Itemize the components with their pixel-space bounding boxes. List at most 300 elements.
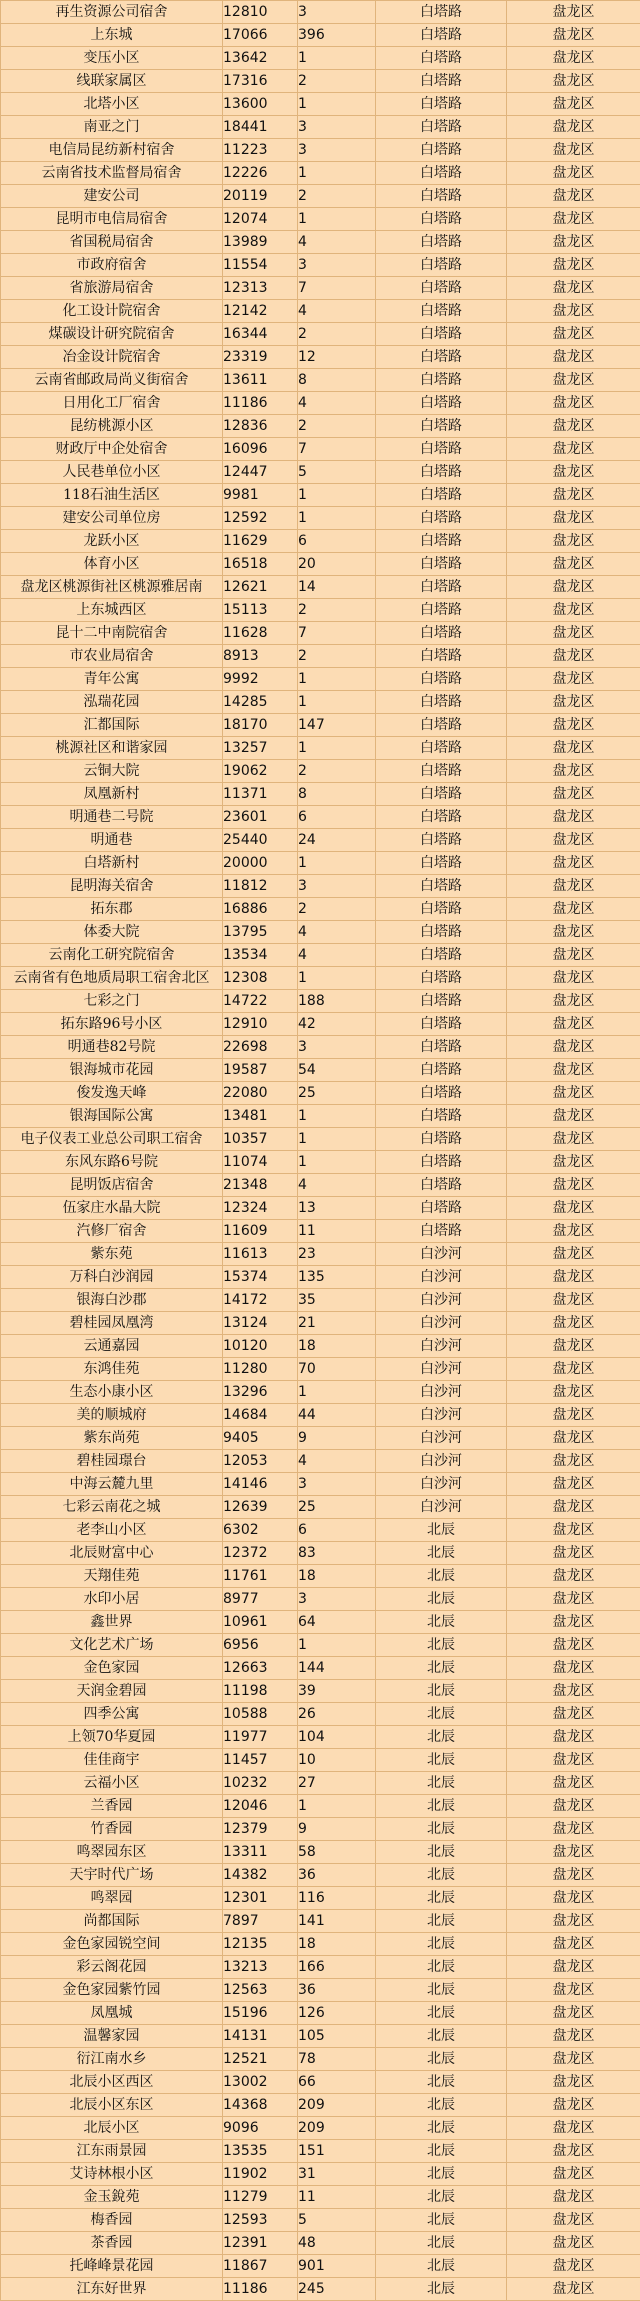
table-row	[1, 1312, 640, 1335]
unit-price-cell: 22080	[223, 1082, 298, 1105]
listing-count-cell: 116	[298, 1887, 376, 1910]
district-cell: 盘龙区	[507, 645, 640, 668]
district-cell: 盘龙区	[507, 47, 640, 70]
community-name-cell: 老李山小区	[1, 1519, 223, 1542]
street-cell: 北辰	[376, 1680, 507, 1703]
street-cell: 白塔路	[376, 691, 507, 714]
table-row	[1, 1450, 640, 1473]
table-row	[1, 2255, 640, 2278]
unit-price-cell: 11867	[223, 2255, 298, 2278]
unit-price-cell: 11279	[223, 2186, 298, 2209]
unit-price-cell: 14131	[223, 2025, 298, 2048]
street-cell: 白塔路	[376, 185, 507, 208]
table-row	[1, 2163, 640, 2186]
table-row	[1, 760, 640, 783]
listing-count-cell: 11	[298, 2186, 376, 2209]
district-cell: 盘龙区	[507, 24, 640, 47]
unit-price-cell: 20119	[223, 185, 298, 208]
district-cell: 盘龙区	[507, 875, 640, 898]
district-cell: 盘龙区	[507, 967, 640, 990]
community-name-cell: 拓东路96号小区	[1, 1013, 223, 1036]
street-cell: 白塔路	[376, 277, 507, 300]
street-cell: 白塔路	[376, 645, 507, 668]
unit-price-cell: 10357	[223, 1128, 298, 1151]
listing-count-cell: 18	[298, 1335, 376, 1358]
table-row	[1, 1059, 640, 1082]
table-row	[1, 1933, 640, 1956]
listing-count-cell: 42	[298, 1013, 376, 1036]
street-cell: 白塔路	[376, 990, 507, 1013]
table-row	[1, 1795, 640, 1818]
community-name-cell: 四季公寓	[1, 1703, 223, 1726]
street-cell: 白塔路	[376, 70, 507, 93]
community-name-cell: 上东城	[1, 24, 223, 47]
street-cell: 白塔路	[376, 438, 507, 461]
community-name-cell: 美的顺城府	[1, 1404, 223, 1427]
community-name-cell: 化工设计院宿舍	[1, 300, 223, 323]
table-row	[1, 1772, 640, 1795]
district-cell: 盘龙区	[507, 185, 640, 208]
community-name-cell: 尚都国际	[1, 1910, 223, 1933]
street-cell: 白塔路	[376, 898, 507, 921]
community-name-cell: 梅香园	[1, 2209, 223, 2232]
unit-price-cell: 11609	[223, 1220, 298, 1243]
street-cell: 白沙河	[376, 1335, 507, 1358]
listing-count-cell: 48	[298, 2232, 376, 2255]
listing-count-cell: 58	[298, 1841, 376, 1864]
unit-price-cell: 15113	[223, 599, 298, 622]
community-name-cell: 金色家园锐空间	[1, 1933, 223, 1956]
unit-price-cell: 11628	[223, 622, 298, 645]
unit-price-cell: 12391	[223, 2232, 298, 2255]
street-cell: 白塔路	[376, 1197, 507, 1220]
district-cell: 盘龙区	[507, 231, 640, 254]
street-cell: 北辰	[376, 2232, 507, 2255]
table-row	[1, 1151, 640, 1174]
district-cell: 盘龙区	[507, 93, 640, 116]
community-name-cell: 省国税局宿舍	[1, 231, 223, 254]
community-name-cell: 变压小区	[1, 47, 223, 70]
district-cell: 盘龙区	[507, 323, 640, 346]
table-row	[1, 1335, 640, 1358]
listing-count-cell: 3	[298, 1036, 376, 1059]
street-cell: 白沙河	[376, 1266, 507, 1289]
table-row	[1, 829, 640, 852]
district-cell: 盘龙区	[507, 944, 640, 967]
street-cell: 白塔路	[376, 24, 507, 47]
district-cell: 盘龙区	[507, 1220, 640, 1243]
table-row	[1, 1910, 640, 1933]
unit-price-cell: 11223	[223, 139, 298, 162]
district-cell: 盘龙区	[507, 1335, 640, 1358]
district-cell: 盘龙区	[507, 2048, 640, 2071]
street-cell: 北辰	[376, 1979, 507, 2002]
community-name-cell: 财政厅中企处宿舍	[1, 438, 223, 461]
table-row	[1, 921, 640, 944]
district-cell: 盘龙区	[507, 300, 640, 323]
table-row	[1, 438, 640, 461]
street-cell: 北辰	[376, 1818, 507, 1841]
district-cell: 盘龙区	[507, 668, 640, 691]
district-cell: 盘龙区	[507, 783, 640, 806]
unit-price-cell: 12308	[223, 967, 298, 990]
community-name-cell: 龙跃小区	[1, 530, 223, 553]
street-cell: 白塔路	[376, 116, 507, 139]
community-name-cell: 市农业局宿舍	[1, 645, 223, 668]
table-row	[1, 714, 640, 737]
listing-count-cell: 35	[298, 1289, 376, 1312]
table-row	[1, 967, 640, 990]
unit-price-cell: 12447	[223, 461, 298, 484]
street-cell: 北辰	[376, 1519, 507, 1542]
listing-count-cell: 147	[298, 714, 376, 737]
table-row	[1, 1036, 640, 1059]
district-cell: 盘龙区	[507, 70, 640, 93]
unit-price-cell: 14382	[223, 1864, 298, 1887]
listing-count-cell: 8	[298, 783, 376, 806]
district-cell: 盘龙区	[507, 576, 640, 599]
listing-count-cell: 901	[298, 2255, 376, 2278]
district-cell: 盘龙区	[507, 1036, 640, 1059]
district-cell: 盘龙区	[507, 1312, 640, 1335]
community-name-cell: 江东雨景园	[1, 2140, 223, 2163]
listing-count-cell: 25	[298, 1496, 376, 1519]
unit-price-cell: 17066	[223, 24, 298, 47]
district-cell: 盘龙区	[507, 1013, 640, 1036]
table-row	[1, 1289, 640, 1312]
community-name-cell: 托峰峰景花园	[1, 2255, 223, 2278]
street-cell: 白沙河	[376, 1404, 507, 1427]
listing-count-cell: 23	[298, 1243, 376, 1266]
community-name-cell: 昆明饭店宿舍	[1, 1174, 223, 1197]
table-row	[1, 392, 640, 415]
listing-count-cell: 4	[298, 392, 376, 415]
listing-count-cell: 5	[298, 2209, 376, 2232]
street-cell: 白塔路	[376, 1, 507, 24]
district-cell: 盘龙区	[507, 1450, 640, 1473]
listing-count-cell: 1	[298, 691, 376, 714]
table-row	[1, 415, 640, 438]
unit-price-cell: 20000	[223, 852, 298, 875]
street-cell: 白塔路	[376, 852, 507, 875]
street-cell: 白塔路	[376, 392, 507, 415]
community-name-cell: 线联家属区	[1, 70, 223, 93]
listing-count-cell: 4	[298, 1450, 376, 1473]
district-cell: 盘龙区	[507, 1979, 640, 2002]
community-name-cell: 盘龙区桃源街社区桃源雅居南	[1, 576, 223, 599]
unit-price-cell: 22698	[223, 1036, 298, 1059]
district-cell: 盘龙区	[507, 415, 640, 438]
street-cell: 北辰	[376, 1956, 507, 1979]
table-row	[1, 1174, 640, 1197]
table-row	[1, 737, 640, 760]
street-cell: 白塔路	[376, 967, 507, 990]
table-row	[1, 2232, 640, 2255]
listing-count-cell: 166	[298, 1956, 376, 1979]
unit-price-cell: 13213	[223, 1956, 298, 1979]
unit-price-cell: 9992	[223, 668, 298, 691]
unit-price-cell: 14368	[223, 2094, 298, 2117]
listing-count-cell: 1	[298, 484, 376, 507]
table-row	[1, 93, 640, 116]
community-name-cell: 日用化工厂宿舍	[1, 392, 223, 415]
table-row	[1, 1427, 640, 1450]
street-cell: 白沙河	[376, 1381, 507, 1404]
listing-count-cell: 144	[298, 1657, 376, 1680]
unit-price-cell: 13311	[223, 1841, 298, 1864]
table-row	[1, 553, 640, 576]
listing-count-cell: 1	[298, 1128, 376, 1151]
street-cell: 白塔路	[376, 553, 507, 576]
listing-count-cell: 209	[298, 2117, 376, 2140]
district-cell: 盘龙区	[507, 553, 640, 576]
district-cell: 盘龙区	[507, 2025, 640, 2048]
street-cell: 白沙河	[376, 1473, 507, 1496]
community-name-cell: 碧桂园凤凰湾	[1, 1312, 223, 1335]
community-name-cell: 北辰财富中心	[1, 1542, 223, 1565]
listing-count-cell: 18	[298, 1933, 376, 1956]
street-cell: 白塔路	[376, 208, 507, 231]
community-name-cell: 七彩云南花之城	[1, 1496, 223, 1519]
unit-price-cell: 13534	[223, 944, 298, 967]
unit-price-cell: 14722	[223, 990, 298, 1013]
community-name-cell: 昆明市电信局宿舍	[1, 208, 223, 231]
district-cell: 盘龙区	[507, 1956, 640, 1979]
listing-count-cell: 25	[298, 1082, 376, 1105]
community-name-cell: 建安公司	[1, 185, 223, 208]
unit-price-cell: 19587	[223, 1059, 298, 1082]
listing-count-cell: 2	[298, 185, 376, 208]
street-cell: 北辰	[376, 1611, 507, 1634]
unit-price-cell: 12563	[223, 1979, 298, 2002]
district-cell: 盘龙区	[507, 484, 640, 507]
district-cell: 盘龙区	[507, 507, 640, 530]
street-cell: 白塔路	[376, 1105, 507, 1128]
district-cell: 盘龙区	[507, 1427, 640, 1450]
listing-count-cell: 8	[298, 369, 376, 392]
community-name-cell: 紫东苑	[1, 1243, 223, 1266]
street-cell: 白塔路	[376, 599, 507, 622]
unit-price-cell: 12836	[223, 415, 298, 438]
unit-price-cell: 12226	[223, 162, 298, 185]
community-name-cell: 云南省有色地质局职工宿舍北区	[1, 967, 223, 990]
listing-count-cell: 141	[298, 1910, 376, 1933]
street-cell: 白沙河	[376, 1312, 507, 1335]
listing-count-cell: 126	[298, 2002, 376, 2025]
unit-price-cell: 11977	[223, 1726, 298, 1749]
table-row	[1, 116, 640, 139]
listing-count-cell: 7	[298, 622, 376, 645]
table-row	[1, 1680, 640, 1703]
unit-price-cell: 12663	[223, 1657, 298, 1680]
district-cell: 盘龙区	[507, 1059, 640, 1082]
district-cell: 盘龙区	[507, 1795, 640, 1818]
street-cell: 北辰	[376, 1933, 507, 1956]
community-name-cell: 云铜大院	[1, 760, 223, 783]
table-row	[1, 530, 640, 553]
unit-price-cell: 13257	[223, 737, 298, 760]
unit-price-cell: 12142	[223, 300, 298, 323]
listing-count-cell: 1	[298, 1381, 376, 1404]
district-cell: 盘龙区	[507, 2163, 640, 2186]
district-cell: 盘龙区	[507, 1082, 640, 1105]
listing-count-cell: 209	[298, 2094, 376, 2117]
unit-price-cell: 12046	[223, 1795, 298, 1818]
listing-count-cell: 4	[298, 231, 376, 254]
listing-count-cell: 3	[298, 116, 376, 139]
listing-count-cell: 9	[298, 1818, 376, 1841]
district-cell: 盘龙区	[507, 392, 640, 415]
unit-price-cell: 16518	[223, 553, 298, 576]
table-row	[1, 1197, 640, 1220]
listing-count-cell: 1	[298, 507, 376, 530]
unit-price-cell: 25440	[223, 829, 298, 852]
community-name-cell: 天宇时代广场	[1, 1864, 223, 1887]
district-cell: 盘龙区	[507, 1680, 640, 1703]
street-cell: 北辰	[376, 1864, 507, 1887]
district-cell: 盘龙区	[507, 2071, 640, 2094]
district-cell: 盘龙区	[507, 346, 640, 369]
community-name-cell: 水印小居	[1, 1588, 223, 1611]
table-row	[1, 254, 640, 277]
table-row	[1, 898, 640, 921]
community-name-cell: 明通巷	[1, 829, 223, 852]
listing-count-cell: 1	[298, 162, 376, 185]
table-row	[1, 2071, 640, 2094]
unit-price-cell: 6302	[223, 1519, 298, 1542]
district-cell: 盘龙区	[507, 1703, 640, 1726]
street-cell: 白沙河	[376, 1289, 507, 1312]
unit-price-cell: 13611	[223, 369, 298, 392]
listing-count-cell: 1	[298, 47, 376, 70]
district-cell: 盘龙区	[507, 1151, 640, 1174]
street-cell: 北辰	[376, 2209, 507, 2232]
district-cell: 盘龙区	[507, 691, 640, 714]
listing-count-cell: 104	[298, 1726, 376, 1749]
community-name-cell: 人民巷单位小区	[1, 461, 223, 484]
street-cell: 北辰	[376, 1657, 507, 1680]
district-cell: 盘龙区	[507, 2209, 640, 2232]
listing-count-cell: 70	[298, 1358, 376, 1381]
district-cell: 盘龙区	[507, 277, 640, 300]
unit-price-cell: 17316	[223, 70, 298, 93]
table-row	[1, 1266, 640, 1289]
table-row	[1, 231, 640, 254]
table-row	[1, 1749, 640, 1772]
community-name-cell: 建安公司单位房	[1, 507, 223, 530]
street-cell: 北辰	[376, 1749, 507, 1772]
unit-price-cell: 13481	[223, 1105, 298, 1128]
unit-price-cell: 9096	[223, 2117, 298, 2140]
street-cell: 白塔路	[376, 737, 507, 760]
street-cell: 北辰	[376, 1565, 507, 1588]
street-cell: 北辰	[376, 2140, 507, 2163]
table-row	[1, 599, 640, 622]
street-cell: 白塔路	[376, 921, 507, 944]
district-cell: 盘龙区	[507, 829, 640, 852]
listing-count-cell: 245	[298, 2278, 376, 2301]
district-cell: 盘龙区	[507, 2002, 640, 2025]
community-name-cell: 鸣翠园东区	[1, 1841, 223, 1864]
unit-price-cell: 11613	[223, 1243, 298, 1266]
listing-count-cell: 13	[298, 1197, 376, 1220]
listing-count-cell: 1	[298, 668, 376, 691]
listing-count-cell: 3	[298, 254, 376, 277]
unit-price-cell: 16344	[223, 323, 298, 346]
table-row	[1, 783, 640, 806]
listing-count-cell: 2	[298, 760, 376, 783]
district-cell: 盘龙区	[507, 162, 640, 185]
unit-price-cell: 14285	[223, 691, 298, 714]
table-row	[1, 576, 640, 599]
street-cell: 白塔路	[376, 875, 507, 898]
unit-price-cell: 7897	[223, 1910, 298, 1933]
listing-count-cell: 1	[298, 208, 376, 231]
community-name-cell: 体育小区	[1, 553, 223, 576]
table-row	[1, 1726, 640, 1749]
street-cell: 白塔路	[376, 944, 507, 967]
table-body	[1, 1, 640, 2301]
table-row	[1, 2025, 640, 2048]
listing-count-cell: 3	[298, 1473, 376, 1496]
listing-count-cell: 54	[298, 1059, 376, 1082]
table-row	[1, 1956, 640, 1979]
listing-count-cell: 11	[298, 1220, 376, 1243]
street-cell: 白塔路	[376, 1151, 507, 1174]
unit-price-cell: 18441	[223, 116, 298, 139]
community-name-cell: 云南省技术监督局宿舍	[1, 162, 223, 185]
table-row	[1, 2094, 640, 2117]
street-cell: 北辰	[376, 2186, 507, 2209]
district-cell: 盘龙区	[507, 1611, 640, 1634]
listing-count-cell: 396	[298, 24, 376, 47]
listing-count-cell: 1	[298, 93, 376, 116]
street-cell: 白塔路	[376, 576, 507, 599]
listing-count-cell: 2	[298, 599, 376, 622]
community-name-cell: 银海白沙郡	[1, 1289, 223, 1312]
district-cell: 盘龙区	[507, 2278, 640, 2301]
table-row	[1, 1473, 640, 1496]
community-name-cell: 云南省邮政局尚义街宿舍	[1, 369, 223, 392]
unit-price-cell: 12135	[223, 1933, 298, 1956]
listing-count-cell: 1	[298, 852, 376, 875]
unit-price-cell: 21348	[223, 1174, 298, 1197]
community-name-cell: 天翔佳苑	[1, 1565, 223, 1588]
district-cell: 盘龙区	[507, 1, 640, 24]
community-name-cell: 凤凰城	[1, 2002, 223, 2025]
community-name-cell: 艾诗林根小区	[1, 2163, 223, 2186]
district-cell: 盘龙区	[507, 622, 640, 645]
district-cell: 盘龙区	[507, 921, 640, 944]
street-cell: 白沙河	[376, 1496, 507, 1519]
listing-count-cell: 20	[298, 553, 376, 576]
community-name-cell: 云南化工研究院宿舍	[1, 944, 223, 967]
street-cell: 白塔路	[376, 1220, 507, 1243]
community-name-cell: 汇都国际	[1, 714, 223, 737]
street-cell: 白塔路	[376, 484, 507, 507]
street-cell: 白塔路	[376, 346, 507, 369]
unit-price-cell: 8977	[223, 1588, 298, 1611]
listing-count-cell: 2	[298, 898, 376, 921]
listing-count-cell: 1	[298, 1151, 376, 1174]
table-row	[1, 70, 640, 93]
community-name-cell: 北辰小区西区	[1, 2071, 223, 2094]
table-row	[1, 1611, 640, 1634]
unit-price-cell: 14146	[223, 1473, 298, 1496]
street-cell: 北辰	[376, 1588, 507, 1611]
street-cell: 白塔路	[376, 369, 507, 392]
district-cell: 盘龙区	[507, 990, 640, 1013]
